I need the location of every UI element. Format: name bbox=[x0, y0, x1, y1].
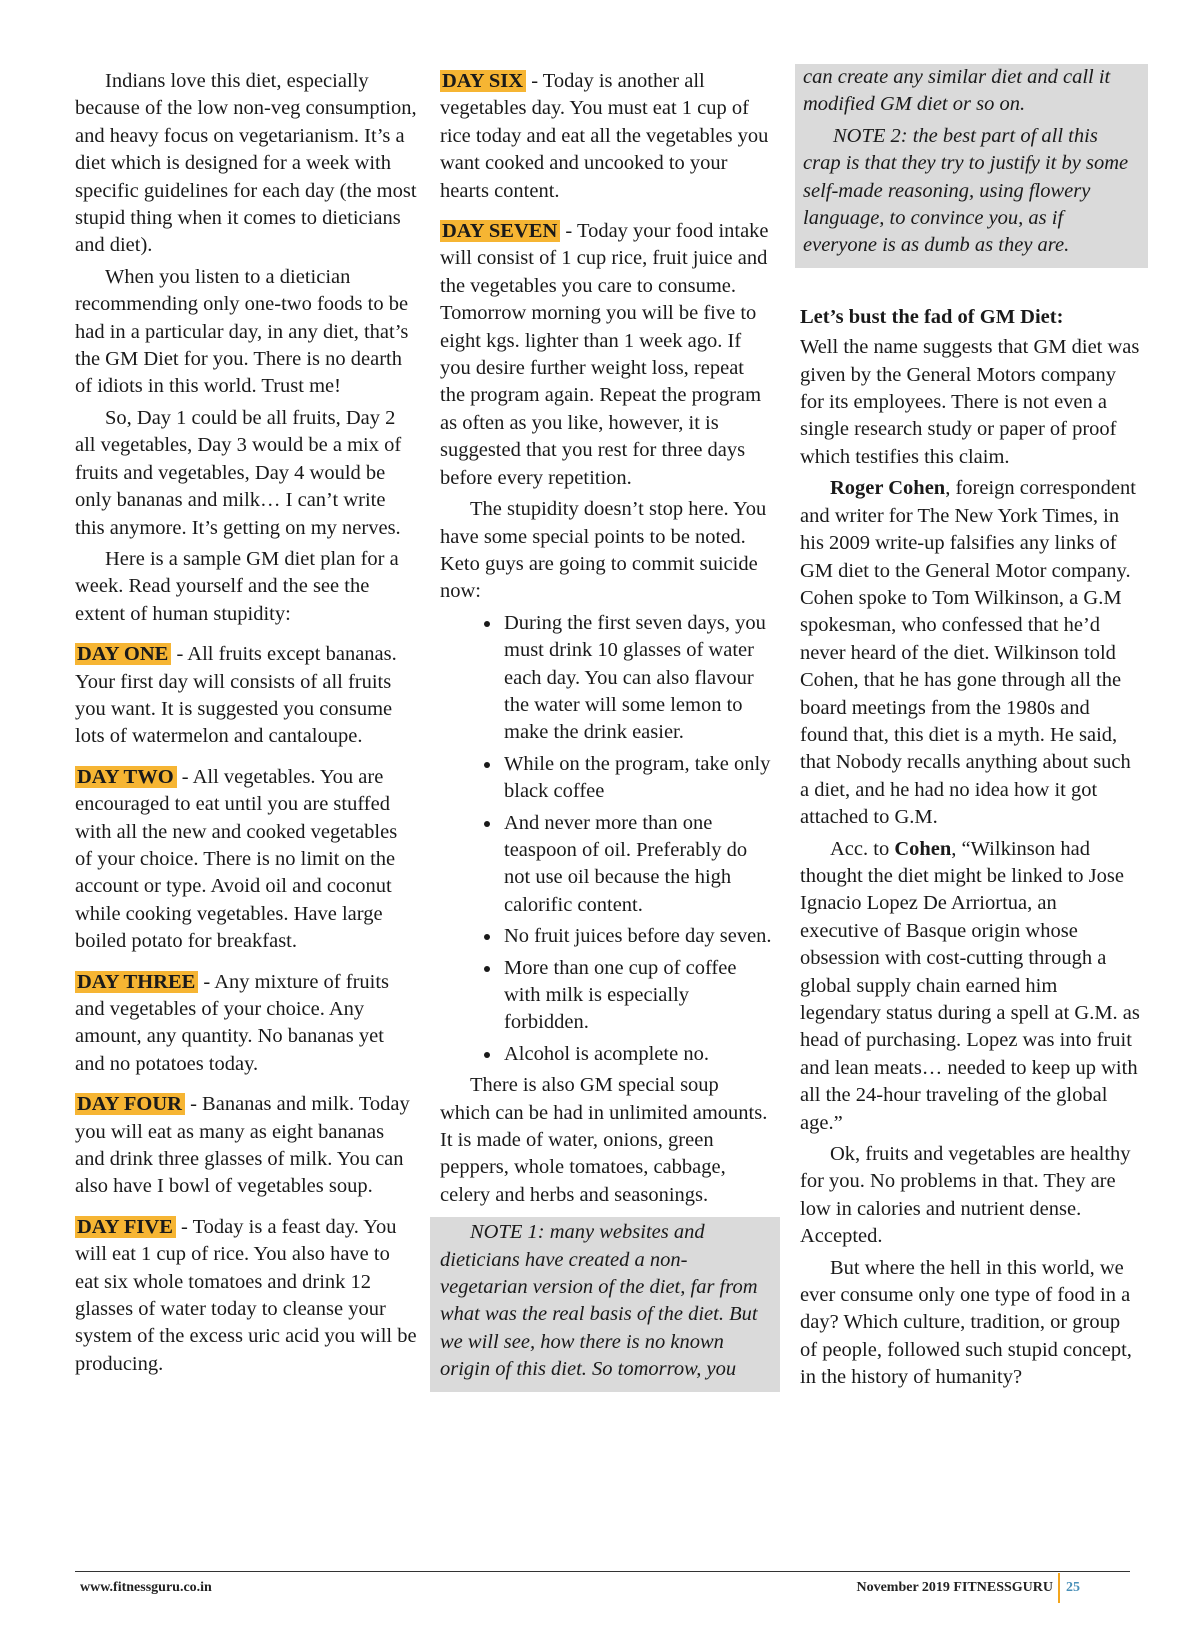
day-two-entry bbox=[75, 764, 417, 956]
day-label: DAY SEVEN bbox=[440, 220, 560, 242]
footer-accent-bar bbox=[1058, 1573, 1060, 1603]
page-number: 25 bbox=[1066, 1580, 1080, 1595]
section-heading: Let’s bust the fad of GM Diet: bbox=[800, 305, 1064, 328]
day-four-entry bbox=[75, 1091, 417, 1201]
list-item: • And never more than one teaspoon of oil. Preferably do not use oil because the high calorific content. bbox=[502, 810, 772, 920]
bold-name: Roger Cohen bbox=[830, 477, 946, 500]
day-text: - All vegetables. You are encouraged to eat until you are stuffed with all the new and cooked vegetables of your choice. There is no limit on the account or type. Avoid oil and coconut while cooking vegetables. Have large boiled potato for breakfast. bbox=[75, 765, 398, 953]
day-text: - Today your food intake will consist of 1 cup rice, fruit juice and the vegetables you care to consume. Tomorrow morning you will be five to eight kgs. lighter than 1 week ago. If you desire further weight loss, repeat the program again. Repeat the program as often as you like, however, it is suggested that you rest for three days before every repetition. bbox=[440, 220, 769, 489]
paragraph: But where the hell in this world, we ever consume only one type of food in a day? Which culture, tradition, or group of people, followed such stupid concept, in the history of humanity? bbox=[800, 1256, 1132, 1389]
day-one-entry bbox=[75, 641, 417, 751]
list-item: • No fruit juices before day seven. bbox=[502, 923, 772, 950]
footer-issue: November 2019 FITNESSGURU bbox=[856, 1580, 1053, 1595]
day-text: - Bananas and milk. Today you will eat as many as eight bananas and drink three glasses of milk. You can also have I bowl of vegetables soup. bbox=[75, 1093, 410, 1198]
paragraph bbox=[800, 836, 1140, 1137]
rules-list bbox=[440, 610, 772, 1069]
note-box bbox=[430, 1217, 780, 1391]
footer-divider bbox=[75, 1571, 1130, 1572]
paragraph: Here is a sample GM diet plan for a week. Read yourself and the see the extent of human stupidity: bbox=[75, 547, 399, 625]
paragraph: There is also GM special soup which can be had in unlimited amounts. It is made of water, onions, green peppers, whole tomatoes, cabbage, celery and herbs and seasonings. bbox=[440, 1074, 768, 1206]
day-three-entry bbox=[75, 969, 417, 1079]
paragraph: When you listen to a dietician recommending only one-two foods to be had in a particular day, in any diet, that’s the GM Diet for you. There is no dearth of idiots in this world. Trust me! bbox=[75, 265, 409, 398]
day-label: DAY FOUR bbox=[75, 1093, 185, 1115]
paragraph: Ok, fruits and vegetables are healthy for you. No problems in that. They are low in calories and nutrient dense. Accepted. bbox=[800, 1143, 1131, 1248]
paragraph: The stupidity doesn’t stop here. You have some special points to be noted. Keto guys are going to commit suicide now: bbox=[440, 498, 767, 603]
day-six-entry bbox=[440, 68, 772, 205]
column-3 bbox=[800, 68, 1140, 1396]
day-text: - Any mixture of fruits and vegetables of your choice. Any amount, any quantity. No bananas yet and no potatoes today. bbox=[75, 970, 390, 1075]
column-2 bbox=[440, 68, 772, 1392]
paragraph: Well the name suggests that GM diet was given by the General Motors company for its employees. There is not even a single research study or paper of proof which testifies this claim. bbox=[800, 336, 1140, 468]
day-label: DAY SIX bbox=[440, 70, 526, 92]
day-seven-entry bbox=[440, 218, 772, 492]
day-label: DAY ONE bbox=[75, 643, 171, 665]
note-text: NOTE 2: the best part of all this crap is that they try to justify it by some self-made reasoning, using flowery language, to convince you, as if everyone is as dumb as they are. bbox=[803, 124, 1129, 257]
column-1 bbox=[75, 68, 417, 1378]
list-item: • Alcohol is acomplete no. bbox=[502, 1041, 772, 1068]
paragraph: So, Day 1 could be all fruits, Day 2 all vegetables, Day 3 would be a mix of fruits and vegetables, Day 4 would be only bananas and milk… I can’t write this anymore. It’s getting on my nerves. bbox=[75, 406, 402, 539]
paragraph-text: , foreign correspondent and writer for The New York Times, in his 2009 write-up falsifies any links of GM diet to the General Motor company. Cohen spoke to Tom Wilkinson, a G.M spokesman, who confessed that he’d never heard of the diet. Wilkinson told Cohen, that he has gone through all the board meetings from the 1980s and found that, this diet is a myth. He said, that Nobody recalls anything about such a diet, and he had no idea how it got attached to G.M. bbox=[800, 477, 1136, 829]
bold-name: Cohen bbox=[894, 837, 952, 860]
paragraph: Indians love this diet, especially because of the low non-veg consumption, and heavy focus on vegetarianism. It’s a diet which is designed for a week with specific guidelines for each day (the most stupid thing when it comes to dieticians and diet). bbox=[75, 70, 417, 257]
note-text: can create any similar diet and call it modified GM diet or so on. bbox=[803, 66, 1111, 116]
list-item: • During the first seven days, you must drink 10 glasses of water each day. You can also flavour the water will some lemon to make the drink easier. bbox=[502, 610, 772, 747]
paragraph-text: , “Wilkinson had thought the diet might be linked to Jose Ignacio Lopez De Arriortua, an executive of Basque origin whose obsession with cost-cutting through a global supply chain earned him legendary status during a spell at G.M. as head of purchasing. Lopez was into fruit and lean meats… needed to keep up with all the 24-hour traveling of the global age.” bbox=[800, 837, 1140, 1134]
day-text: - Today is another all vegetables day. You must eat 1 cup of rice today and eat all the vegetables you want cooked and uncooked to your hearts content. bbox=[440, 70, 769, 202]
day-text: - All fruits except bananas. Your first day will consists of all fruits you want. It is suggested you consume lots of watermelon and cantaloupe. bbox=[75, 643, 397, 748]
paragraph bbox=[800, 475, 1140, 831]
day-label: DAY FIVE bbox=[75, 1216, 176, 1238]
note-text: NOTE 1: many websites and dieticians have created a non-vegetarian version of the diet, far from what was the real basis of the diet. But we will see, how there is no known origin of this diet. So tomorrow, you bbox=[440, 1221, 758, 1381]
day-text: - Today is a feast day. You will eat 1 cup of rice. You also have to eat six whole tomatoes and drink 12 glasses of water today to cleanse your system of the excess uric acid you will be producing. bbox=[75, 1215, 417, 1375]
list-item: • More than one cup of coffee with milk is especially forbidden. bbox=[502, 955, 772, 1037]
note-box-continued bbox=[795, 64, 1148, 268]
paragraph-text: Acc. to bbox=[830, 837, 895, 860]
day-label: DAY TWO bbox=[75, 766, 177, 788]
day-five-entry bbox=[75, 1214, 417, 1378]
day-label: DAY THREE bbox=[75, 971, 198, 993]
footer-website: www.fitnessguru.co.in bbox=[80, 1580, 212, 1595]
list-item: • While on the program, take only black coffee bbox=[502, 751, 772, 806]
